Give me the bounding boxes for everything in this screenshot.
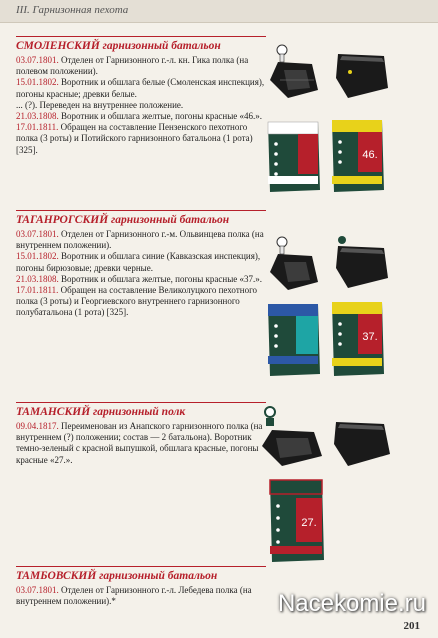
- collar-illustration: [264, 118, 324, 196]
- entry: 21.03.1808. Воротник и обшлага желтые, погоны красные «46.».: [16, 111, 262, 122]
- page-number: 201: [403, 620, 420, 632]
- section-title: ТАМАНСКИЙ гарнизонный полк: [16, 402, 266, 419]
- section-tambov: [16, 566, 266, 607]
- section-taman: [16, 402, 266, 466]
- watermark: Nacekomie.ru: [277, 590, 426, 617]
- epaulette-number: 46.: [362, 149, 378, 161]
- entry: ... (?). Переведен на внутреннее положение.: [16, 99, 184, 110]
- collar-illustration: [264, 300, 324, 380]
- epaulette-number: 27.: [301, 517, 317, 529]
- epaulette-number: 37.: [362, 331, 378, 343]
- shako-illustration: [266, 232, 336, 302]
- running-header: [0, 0, 438, 23]
- entry: 03.07.1801. Отделен от Гарнизонного г.-л. Лебедева полка (на внутреннем положении).*: [16, 585, 252, 607]
- section-title: ТАГАНРОГСКИЙ гарнизонный батальон: [16, 210, 266, 227]
- shako-illustration: [328, 232, 398, 298]
- entry: 15.01.1802. Воротник и обшлага белые (Смоленская инспекция), погоны красные; древки белые.: [16, 77, 265, 99]
- shako-illustration: [328, 42, 398, 108]
- entry: 17.01.1811. Обращен на составление Пензенского пехотного полка (3 роты) и Потийского гарнизонного батальона (1 рота) [325].: [16, 122, 253, 155]
- section-title: СМОЛЕНСКИЙ гарнизонный батальон: [16, 36, 266, 53]
- entry: 17.01.1811. Обращен на составление Великолуцкого пехотного полка (3 роты) и Георгиевского внутреннего гарнизонного полубатальона (1 рота) [325].: [16, 285, 258, 318]
- shako-illustration: [256, 404, 336, 474]
- section-taganrog: [16, 210, 266, 319]
- entry: 09.04.1817. Переименован из Анапского гарнизонного полка (на внутреннем (?) положении; состав — 2 батальона). Воротник темно-зеленый с красной выпушкой, обшлага красные, погоны красные «27.».: [16, 421, 263, 465]
- collar-illustration: [328, 298, 388, 380]
- collar-illustration: [266, 476, 328, 566]
- entry: 15.01.1802. Воротник и обшлага синие (Кавказская инспекция), погоны бирюзовые; древки черные.: [16, 251, 261, 273]
- header-title: III. Гарнизонная пехота: [16, 4, 129, 16]
- shako-illustration: [266, 40, 336, 110]
- section-smolensk: [16, 36, 266, 156]
- collar-illustration: [328, 116, 388, 196]
- entry: 03.07.1801. Отделен от Гарнизонного г.-л. кн. Гика полка (на полевом положении).: [16, 55, 249, 77]
- entry: 03.07.1801. Отделен от Гарнизонного г.-м. Ольвинцева полка (на внутреннем положении).: [16, 229, 264, 251]
- section-title: ТАМБОВСКИЙ гарнизонный батальон: [16, 566, 266, 583]
- shako-illustration: [328, 410, 398, 474]
- entry: 21.03.1808. Воротник и обшлага желтые, погоны красные «37.».: [16, 273, 262, 284]
